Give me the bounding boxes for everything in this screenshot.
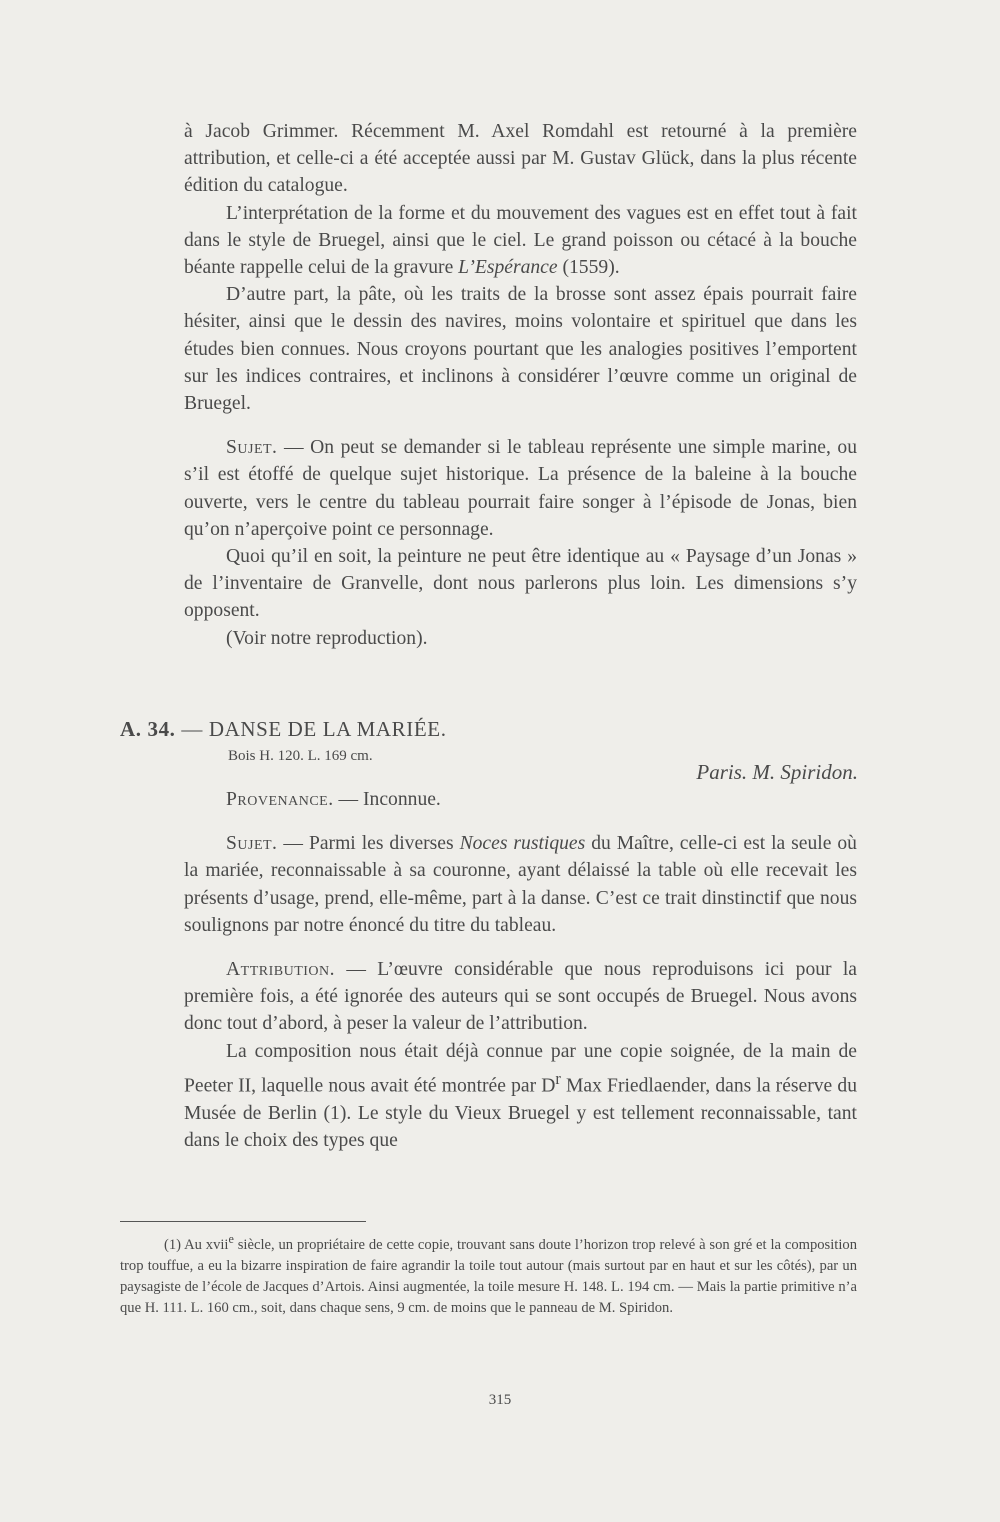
paragraph: (Voir notre reproduction). (226, 627, 428, 649)
italic-title: Noces rustiques (459, 833, 586, 855)
paragraph (184, 200, 857, 282)
text-run: — Parmi les diverses (277, 833, 460, 855)
entry-heading (120, 717, 447, 742)
section-label: Sujet. (226, 833, 278, 855)
text-run: L’interprétation de la forme et du mouvement des vagues est en effet tout à fait dans le style de Bruegel, ainsi que le ciel. Le grand poisson ou cétacé à la bouche béante rappelle celui de la gravure (184, 202, 857, 279)
text-run: (1559). (557, 257, 620, 279)
paragraph-sujet (184, 830, 857, 939)
text-run: (1) Au xvii (164, 1236, 229, 1253)
section-label: Sujet. (226, 437, 278, 459)
text-run: du Maître, celle-ci est la seule où la mariée, reconnaissable à sa couronne, ayant délaissé la table où elle recevait les présents d’usage, prend, elle-même, part à la danse. C’est ce trait dinstinctif que nous soulignons par notre énoncé du titre du tableau. (184, 833, 857, 936)
text-run: — L’œuvre considérable que nous reproduisons ici pour la première fois, a été ignorée des auteurs qui se sont occupés de Bruegel. Nous avons donc tout d’abord, à peser la valeur de l’attribution. (184, 959, 857, 1035)
paragraph: D’autre part, la pâte, où les traits de la brosse sont assez épais pourrait faire hésiter, ainsi que le dessin des navires, moins volontaire et spirituel que dans les études bien connues. Nous croyons pourtant que les analogies positives l’emportent sur les indices contraires, et inclinons à considérer l’œuvre comme un original de Bruegel. (184, 284, 857, 415)
text-block-top (184, 118, 857, 652)
superscript: r (555, 1068, 561, 1088)
text-run: — Inconnue. (333, 789, 441, 810)
entry-number: A. 34. (120, 717, 176, 741)
text-run: siècle, un propriétaire de cette copie, trouvant sans doute l’horizon trop relevé à son gré et la composition trop touffue, a eu la bizarre inspiration de faire agrandir la toile tout autour (mais surtout par en haut et sur les côtés), par un paysagiste de l’école de Jacques d’Artois. Ainsi augmentée, la toile mesure H. 148. L. 194 cm. — Mais la partie primitive n’a que H. 111. L. 160 cm., soit, dans chaque sens, 9 cm. de moins que le panneau de M. Spiridon. (120, 1236, 857, 1317)
footnote (120, 1229, 857, 1320)
entry-dimensions: Bois H. 120. L. 169 cm. (228, 748, 373, 764)
paragraph-provenance (184, 786, 857, 813)
paragraph: à Jacob Grimmer. Récemment M. Axel Romdahl est retourné à la première attribution, et celle-ci a été acceptée aussi par M. Gustav Glück, dans la plus récente édition du catalogue. (184, 121, 857, 197)
section-label: Attribution. (226, 959, 336, 981)
superscript: e (228, 1232, 234, 1246)
section-label: Provenance. (226, 789, 334, 810)
text-run: Max Friedlaender, dans la réserve du Musée de Berlin (1). Le style du Vieux Bruegel y est tellement reconnaissable, tant dans le choix des types que (184, 1075, 857, 1151)
entry-owner: Paris. M. Spiridon. (696, 760, 858, 784)
paragraph: Quoi qu’il en soit, la peinture ne peut être identique au « Paysage d’un Jonas » de l’inventaire de Granvelle, dont nous parlerons plus loin. Les dimensions s’y opposent. (184, 546, 857, 622)
page-number: 315 (488, 1392, 512, 1408)
italic-title: L’Espérance (458, 257, 558, 279)
entry-title: — DANSE DE LA MARIÉE. (175, 717, 447, 741)
text-run: — On peut se demander si le tableau représente une simple marine, ou s’il est étoffé de quelque sujet historique. La présence de la baleine à la bouche ouverte, vers le centre du tableau pourrait faire songer à l’épisode de Jonas, bien qu’on n’aperçoive point ce personnage. (184, 437, 857, 540)
paragraph (184, 1038, 857, 1154)
text-run: La composition nous était déjà connue par une copie soignée, de la main de Peeter II, laquelle nous avait été montrée par D (184, 1040, 857, 1097)
footnote-divider (120, 1221, 366, 1222)
paragraph-sujet (184, 434, 857, 543)
text-block-entry (184, 786, 857, 1154)
paragraph-attribution (184, 956, 857, 1038)
